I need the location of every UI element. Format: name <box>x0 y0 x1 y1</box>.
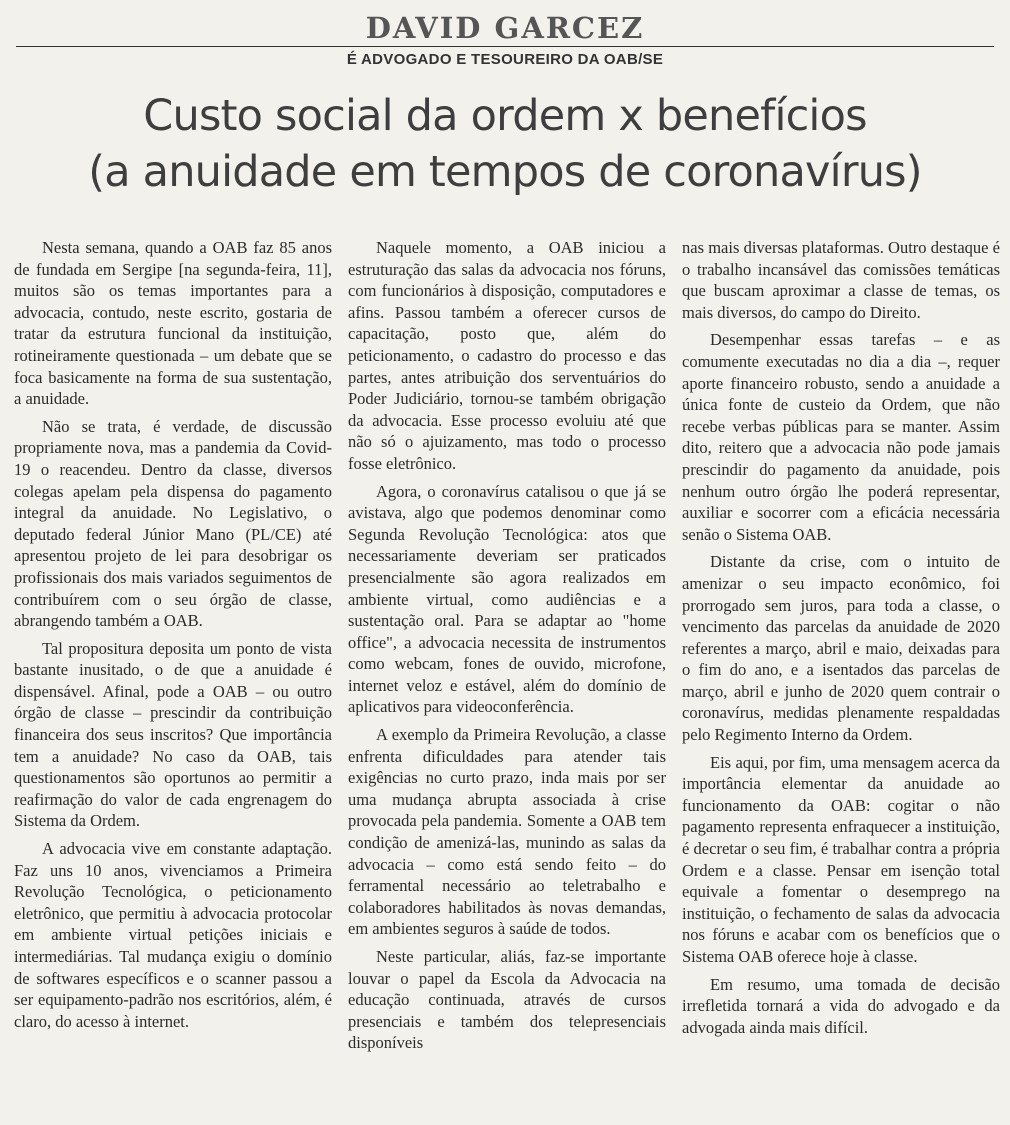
author-name: DAVID GARCEZ <box>365 11 645 45</box>
article-column-3 <box>682 237 1000 1054</box>
paragraph-continued: nas mais diversas plataformas. Outro destaque é o trabalho incansável das comissões temáticas que buscam aproximar a classe de temas, os mais diversos, do campo do Direito. <box>682 238 1000 322</box>
headline-line-1: Custo social da ordem x benefícios <box>143 91 867 141</box>
paragraph: Distante da crise, com o intuito de amenizar o seu impacto econômico, foi prorrogado sem juros, para toda a classe, o vencimento das parcelas da anuidade de 2020 referentes a março, abril e maio, deixadas para o fim do ano, e a isentados das parcelas de março, abril e junho de 2020 quem contrair o coronavírus, medidas plenamente respaldadas pelo Regimento Interno da Ordem. <box>682 552 1000 745</box>
paragraph: Eis aqui, por fim, uma mensagem acerca da importância elementar da anuidade ao funcionamento da OAB: cogitar o não pagamento representa enfraquecer a instituição, é decretar o seu fim, é trabalhar contra a própria Ordem e a classe. Pensar em isenção total equivale a fomentar o desemprego na instituição, o fechamento de salas da advocacia nos fóruns e acabar com os benefícios que o Sistema OAB oferece hoje à classe. <box>682 752 1000 966</box>
paragraph: Neste particular, aliás, faz-se importante louvar o papel da Escola da Advocacia na educação continuada, através de cursos presenciais e também dos telepresenciais disponíveis <box>348 947 666 1053</box>
paragraph: A exemplo da Primeira Revolução, a classe enfrenta dificuldades para atender tais exigências no curto prazo, inda mais por ser uma mudança abrupta associada à crise provocada pela pandemia. Somente a OAB tem condição de amenizá-las, munindo as salas da advocacia – como está sendo feito – do ferramental necessário ao teletrabalho e colaboradores habilitados às novas demandas, em ambientes seguros à saúde de todos. <box>348 725 666 939</box>
paragraph: Desempenhar essas tarefas – e as comumente executadas no dia a dia –, requer aporte financeiro robusto, sendo a anuidade a única fonte de custeio da Ordem, que não recebe verbas públicas para se manter. Assim dito, reitero que a advocacia não pode jamais prescindir do pagamento da anuidade, pois nenhum outro órgão lhe poderá representar, auxiliar e socorrer com a eficácia necessária senão o Sistema OAB. <box>682 330 1000 544</box>
paragraph: Agora, o coronavírus catalisou o que já se avistava, algo que podemos denominar como Segunda Revolução Tecnológica: atos que necessariamente deveriam ser praticados presencialmente são agora realizados em ambiente virtual, como audiências e a sustentação oral. Para se adaptar ao "home office", a advocacia necessita de instrumentos como webcam, fones de ouvido, microfone, internet veloz e estável, além do domínio de aplicativos para videoconferência. <box>348 481 666 717</box>
paragraph: Não se trata, é verdade, de discussão propriamente nova, mas a pandemia da Covid-19 o reacendeu. Dentro da classe, diversos colegas apelam pela dispensa do pagamento integral da anuidade. No Legislativo, o deputado federal Júnior Mano (PL/CE) até apresentou projeto de lei para desobrigar os profissionais dos mais variados seguimentos de contribuírem com o seu órgão de classe, abrangendo também a OAB. <box>14 416 332 631</box>
paragraph: Naquele momento, a OAB iniciou a estruturação das salas da advocacia nos fóruns, com funcionários à disposição, computadores e afins. Passou também a oferecer cursos de capacitação, posto que, além do peticionamento, o cadastro do processo e das partes, antes atribuição dos serventuários do Poder Judiciário, tornou-se também obrigação da advocacia. Esse processo evoluiu até que não só o ajuizamento, mas todo o processo fosse eletrônico. <box>348 238 666 473</box>
paragraph: Nesta semana, quando a OAB faz 85 anos de fundada em Sergipe [na segunda-feira, 11], muitos são os temas importantes para a advocacia, contudo, neste escrito, gostaria de tratar da estrutura funcional da instituição, rotineiramente questionada – um debate que se foca basicamente na forma de sua sustentação, a anuidade. <box>14 238 332 409</box>
paragraph: Tal propositura deposita um ponto de vista bastante inusitado, o de que a anuidade é dispensável. Afinal, pode a OAB – ou outro órgão de classe – prescindir da contribuição financeira dos seus inscritos? Que importância tem a anuidade? No caso da OAB, tais questionamentos são oportunos ao permitir a reafirmação do valor de cada engrenagem do Sistema da Ordem. <box>14 638 332 831</box>
author-role: É ADVOGADO E TESOUREIRO DA OAB/SE <box>346 51 664 68</box>
article-body <box>14 237 1000 1054</box>
header-rule <box>16 46 994 47</box>
paragraph: Em resumo, uma tomada de decisão irrefletida tornará a vida do advogado e da advogada ainda mais difícil. <box>682 974 1000 1037</box>
headline-line-2: (a anuidade em tempos de coronavírus) <box>88 147 922 197</box>
article-headline <box>0 88 1010 200</box>
article-column-2 <box>348 237 666 1054</box>
column-header <box>12 10 998 68</box>
article-column-1 <box>14 237 332 1054</box>
paragraph: A advocacia vive em constante adaptação. Faz uns 10 anos, vivenciamos a Primeira Revolução Tecnológica, o peticionamento eletrônico, que permitiu à advocacia protocolar em ambiente virtual petições iniciais e intermediárias. Tal mudança exigiu o domínio de softwares específicos e o scanner passou a ser equipamento-padrão nos escritórios, além, é claro, do acesso à internet. <box>14 839 332 1031</box>
